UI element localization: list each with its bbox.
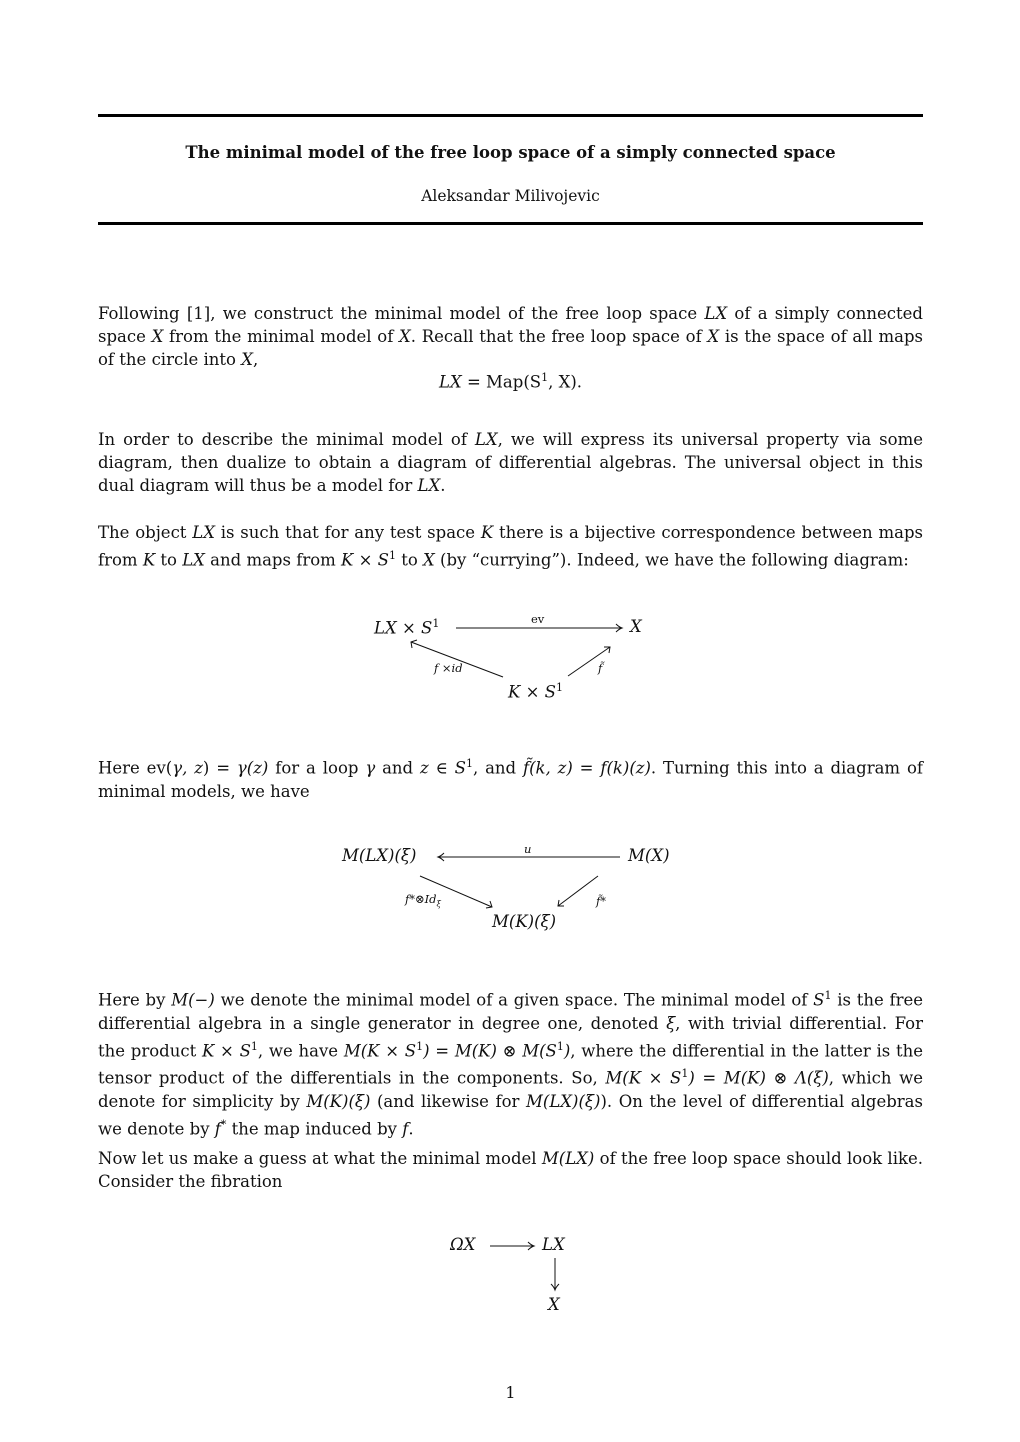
math: M(K × S (343, 1041, 417, 1060)
math: X (630, 617, 642, 636)
text: to (395, 550, 424, 570)
math: = Map(S (461, 372, 542, 392)
text: (by “currying”). Indeed, we have the following diagram: (434, 550, 909, 570)
math: γ(z) (236, 758, 269, 778)
text: is such that for any test space (214, 523, 481, 542)
text: (and likewise for (370, 1091, 527, 1111)
superscript: 1 (416, 1039, 424, 1053)
math: LX × S (374, 618, 433, 638)
math: M(LX) (541, 1149, 595, 1168)
text: , (252, 350, 259, 369)
math: M(K)(ξ) (306, 1091, 371, 1111)
math: ) = M(K) ⊗ M(S (423, 1041, 557, 1060)
math: LX (192, 523, 215, 542)
text: of a simply connected space (98, 304, 923, 346)
math: f*⊗Id (405, 892, 437, 906)
text: and maps from (204, 550, 342, 570)
math: γ (365, 758, 376, 778)
math: K (142, 550, 156, 570)
text: , we have (257, 1041, 344, 1060)
page-title: The minimal model of the free loop space of a simply connected space (185, 143, 836, 162)
superscript: 1 (432, 617, 440, 630)
math: K × S (201, 1041, 251, 1060)
text: Here by (98, 990, 172, 1010)
math: M(K × S (605, 1068, 682, 1088)
arrow-label-f-tilde: f̃ (598, 661, 603, 675)
math: LX (474, 430, 498, 449)
math: ) (563, 1041, 571, 1060)
text: , which we (828, 1068, 924, 1088)
text: circle into (151, 350, 242, 369)
superscript: 1 (465, 757, 473, 770)
superscript: 1 (250, 1039, 258, 1053)
math: , X). (548, 372, 582, 392)
math: LX (439, 372, 462, 392)
text: Now let us make a guess at what the minimal model (98, 1149, 542, 1168)
arrow-label-u: u (524, 842, 532, 856)
math: M(X) (628, 846, 670, 865)
text: tensor product of the differentials in the components. So, (98, 1068, 606, 1088)
math: X (707, 327, 720, 346)
text: In order to describe the minimal model of (98, 430, 475, 449)
math: LX (417, 476, 441, 495)
text: ) = (202, 758, 237, 778)
math: K × S (341, 550, 389, 570)
text: is the free (831, 990, 923, 1010)
text: . Turning this into a diagram of (650, 758, 923, 778)
math: f (402, 1119, 409, 1138)
superscript: 1 (556, 1039, 564, 1053)
text: minimal models, we have (98, 781, 310, 801)
text: , where the differential in the latter is the (570, 1041, 923, 1060)
math: ) = M(K) ⊗ Λ(ξ) (688, 1068, 829, 1088)
text: from (98, 550, 143, 570)
math: S (813, 990, 825, 1010)
math: LX (542, 1235, 565, 1254)
text: denote for simplicity by (98, 1091, 307, 1111)
math: M(K)(ξ) (492, 912, 557, 931)
math: z ∈ S (420, 758, 466, 778)
author: Aleksandar Milivojevic (421, 187, 600, 205)
text: is the space of all maps of the (98, 327, 923, 369)
math: ξ (666, 1013, 676, 1033)
superscript: * (220, 1117, 227, 1131)
arrow-label-f-tilde-star: f̃* (596, 894, 607, 908)
text: for a loop (268, 758, 366, 778)
math: M(−) (171, 990, 215, 1010)
math: K (480, 523, 494, 542)
math: LX (182, 550, 205, 570)
text: ). On the level of differential algebras (600, 1091, 923, 1111)
text: The object (98, 523, 193, 542)
text: product (130, 1041, 202, 1060)
text: we denote the minimal model of a given space. The minimal model of (214, 990, 814, 1010)
math: LX (704, 304, 728, 323)
superscript: 1 (824, 989, 832, 1002)
text: , we will express its universal property via some diagram, (98, 430, 923, 472)
text: Consider the fibration (98, 1172, 283, 1191)
superscript: 1 (541, 371, 549, 384)
text: then dualize to obtain a diagram of differential algebras. The universal object in this dual diagram (98, 453, 923, 495)
subscript: ξ (436, 899, 441, 909)
text: . (440, 476, 446, 495)
arrow-label-f-times-id: f ×id (434, 661, 463, 675)
arrow-label-ev: ev (531, 612, 545, 626)
text: Following [1], we construct the minimal model of the free loop space (98, 304, 705, 323)
math: X (241, 350, 253, 369)
math: f (214, 1119, 221, 1138)
math: M(LX)(ξ) (526, 1091, 601, 1111)
text: differential algebra in a single generator in degree one, denoted (98, 1013, 667, 1033)
math: X (399, 327, 411, 346)
math: X (423, 550, 435, 570)
superscript: 1 (388, 549, 396, 562)
text: , and (472, 758, 523, 778)
text: and (375, 758, 420, 778)
text: of the free loop space should look like. (594, 1149, 923, 1168)
text: to (155, 550, 183, 570)
math: M(LX)(ξ) (342, 846, 417, 865)
math: X (151, 327, 164, 346)
superscript: 1 (555, 681, 563, 694)
text: we denote by (98, 1119, 215, 1138)
text: the map induced by (226, 1119, 403, 1138)
text: there is a bijective correspondence between maps (493, 523, 923, 542)
text: Here ev( (98, 758, 173, 778)
text: , with trivial differential. For the (98, 1013, 923, 1060)
text: will thus be a model for (214, 476, 418, 495)
text: from the minimal model of (163, 327, 400, 346)
text: . (408, 1119, 414, 1138)
page-number: 1 (505, 1383, 516, 1402)
math: X (548, 1295, 560, 1314)
math: ΩX (450, 1235, 476, 1254)
math: γ, z (172, 758, 203, 778)
superscript: 1 (681, 1067, 689, 1080)
math: K × S (508, 682, 556, 702)
text: . Recall that the free loop space of (410, 327, 708, 346)
math: f̃(k, z) = f(k)(z) (523, 758, 651, 778)
